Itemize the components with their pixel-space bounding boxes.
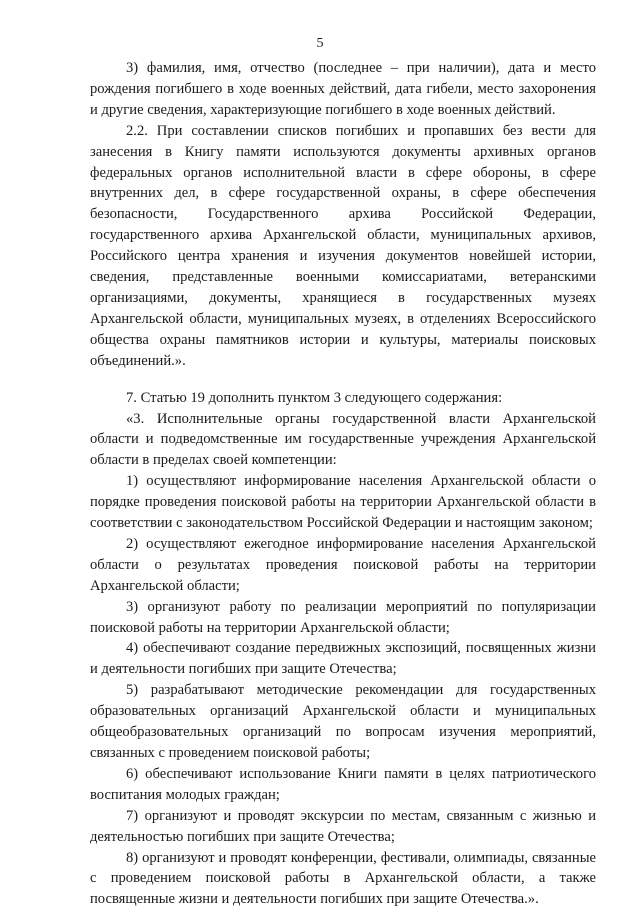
list-item-4: 4) обеспечивают создание передвижных экспозиций, посвященных жизни и деятельности погибших при защите Отечества;	[90, 640, 596, 678]
list-item-7: 7) организуют и проводят экскурсии по местам, связанным с жизнью и деятельностью погибших при защите Отечества;	[90, 807, 596, 845]
list-item-2: 2) осуществляют ежегодное информирование населения Архангельской области о результатах проведения поисковой работы на территории Архангельской области;	[90, 535, 596, 594]
paragraph-2-2-documents: 2.2. При составлении списков погибших и пропавших без вести для занесения в Книгу памяти используются документы архивных органов федеральных органов исполнительной власти в сфере обороны, в сфере внутренних дел, в сфере государственной охраны, в сфере обеспечения безопасности, Государственного архива Российской Федерации, государственного архива Архангельской области, муниципальных архивов, Российского центра хранения и изучения документов новейшей истории, сведения, представленные военными комиссариатами, ветеранскими организациями, документы, хранящиеся в государственных музеях Архангельской области, муниципальных музеях, в отделениях Всероссийского общества охраны памятников истории и культуры, материалы поисковых объединений.».	[90, 122, 596, 369]
paragraph-clause-3-intro: «3. Исполнительные органы государственной власти Архангельской области и подведомственные им государственные учреждения Архангельской области в пределах своей компетенции:	[90, 410, 596, 469]
list-item-3: 3) организуют работу по реализации мероприятий по популяризации поисковой работы на территории Архангельской области;	[90, 598, 596, 636]
page-number: 5	[316, 36, 324, 51]
list-item-1: 1) осуществляют информирование населения Архангельской области о порядке проведения поисковой работы на территории Архангельской области в соответствии с законодательством Российской Федерации и настоящим законом;	[90, 473, 596, 532]
paragraph-item-3-surname: 3) фамилия, имя, отчество (последнее – при наличии), дата и место рождения погибшего в ходе военных действий, дата гибели, место захоронения и другие сведения, характеризующие погибшего в ходе военных действий.	[90, 60, 596, 118]
list-item-5: 5) разрабатывают методические рекомендации для государственных образовательных организаций Архангельской области и муниципальных общеобразовательных организаций по вопросам изучения мероприятий, связанных с проведением поисковой работы;	[90, 682, 596, 761]
list-item-8: 8) организуют и проводят конференции, фестивали, олимпиады, связанные с проведением поисковой работы в Архангельской области, а также посвященные жизни и деятельности погибших при защите Отечества.».	[90, 849, 596, 908]
document-body	[90, 58, 596, 910]
list-item-6: 6) обеспечивают использование Книги памяти в целях патриотического воспитания молодых граждан;	[90, 765, 596, 803]
paragraph-article-19-amendment: 7. Статью 19 дополнить пунктом 3 следующего содержания:	[126, 389, 503, 406]
